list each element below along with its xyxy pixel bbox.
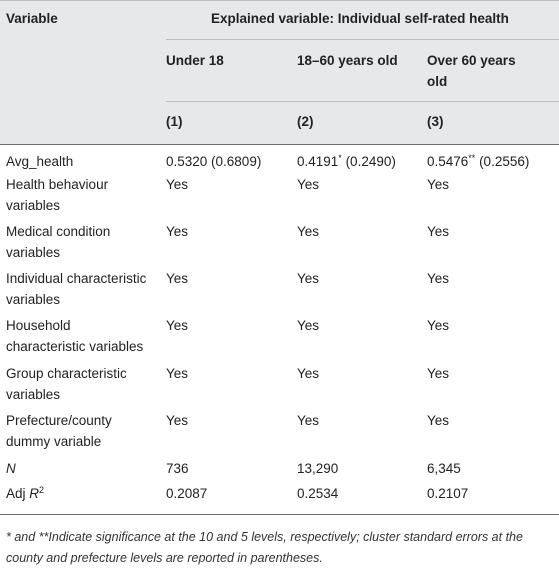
cell-n-18-60: 13,290 — [297, 461, 339, 476]
cell-avg-health-over60: 0.5476** (0.2556) — [427, 153, 530, 169]
cell-avg-health-under18: 0.5320 (0.6809) — [166, 154, 262, 169]
cell-health-behaviour-under18: Yes — [166, 177, 189, 192]
cell-health-behaviour-over60: Yes — [427, 177, 450, 192]
cell-prefecture-county-under18: Yes — [166, 413, 189, 428]
column-number-1: (1) — [166, 114, 183, 129]
group-header-over60-line1: Over 60 years — [427, 53, 516, 68]
cell-medical-condition-18-60: Yes — [297, 224, 320, 239]
adj-r2-superscript: 2 — [39, 485, 45, 495]
column-number-2: (2) — [297, 114, 314, 129]
cell-n-over60: 6,345 — [427, 461, 461, 476]
spanner-rule — [166, 39, 559, 40]
cell-individual-characteristic-over60: Yes — [427, 271, 450, 286]
cell-household-characteristic-under18: Yes — [166, 318, 189, 333]
row-label-group-characteristic-2: variables — [6, 387, 61, 402]
cell-n-under18: 736 — [166, 461, 189, 476]
row-label-adj-r2 — [6, 484, 44, 504]
row-label-health-behaviour-2: variables — [6, 198, 61, 213]
row-label-household-characteristic-2: characteristic variables — [6, 339, 144, 354]
row-label-medical-condition-2: variables — [6, 245, 61, 260]
row-label-individual-characteristic-2: variables — [6, 292, 61, 307]
cell-medical-condition-under18: Yes — [166, 224, 189, 239]
cell-individual-characteristic-18-60: Yes — [297, 271, 320, 286]
cell-avg-health-18-60: 0.4191* (0.2490) — [297, 153, 396, 169]
row-label-individual-characteristic: Individual characteristic — [6, 271, 147, 286]
table-bottom-rule — [0, 514, 559, 515]
row-label-prefecture-county: Prefecture/county — [6, 413, 112, 428]
adj-r2-base: Adj — [6, 486, 30, 501]
cell-adj-r2-over60: 0.2107 — [427, 486, 469, 501]
row-label-health-behaviour: Health behaviour — [6, 177, 109, 192]
subheader-rule — [166, 101, 559, 102]
cell-medical-condition-over60: Yes — [427, 224, 450, 239]
column-number-3: (3) — [427, 114, 444, 129]
cell-household-characteristic-18-60: Yes — [297, 318, 320, 333]
cell-group-characteristic-under18: Yes — [166, 366, 189, 381]
row-label-medical-condition: Medical condition — [6, 224, 111, 239]
table-footnote: * and **Indicate significance at the 10 and 5 levels, respectively; cluster standard errors at the county and prefecture levels are reported in parentheses. — [6, 530, 523, 565]
group-header-over60-line2: old — [427, 74, 448, 89]
cell-group-characteristic-18-60: Yes — [297, 366, 320, 381]
top-rule — [0, 0, 559, 1]
cell-household-characteristic-over60: Yes — [427, 318, 450, 333]
row-label-prefecture-county-2: dummy variable — [6, 434, 102, 449]
significance-stars: ** — [468, 153, 476, 163]
variable-header: Variable — [6, 11, 58, 26]
cell-prefecture-county-over60: Yes — [427, 413, 450, 428]
cell-adj-r2-18-60: 0.2534 — [297, 486, 339, 501]
explained-variable-header: Explained variable: Individual self-rated health — [211, 11, 509, 26]
row-label-household-characteristic: Household — [6, 318, 71, 333]
cell-group-characteristic-over60: Yes — [427, 366, 450, 381]
row-label-n: N — [6, 461, 16, 476]
adj-r2-italic: R — [29, 486, 40, 501]
row-label-group-characteristic: Group characteristic — [6, 366, 127, 381]
header-bottom-rule — [0, 144, 559, 145]
cell-individual-characteristic-under18: Yes — [166, 271, 189, 286]
group-header-under18: Under 18 — [166, 53, 224, 68]
group-header-18-60: 18–60 years old — [297, 53, 398, 68]
cell-prefecture-county-18-60: Yes — [297, 413, 320, 428]
significance-stars: * — [338, 153, 342, 163]
cell-adj-r2-under18: 0.2087 — [166, 486, 208, 501]
cell-health-behaviour-18-60: Yes — [297, 177, 320, 192]
row-label-avg-health: Avg_health — [6, 154, 74, 169]
